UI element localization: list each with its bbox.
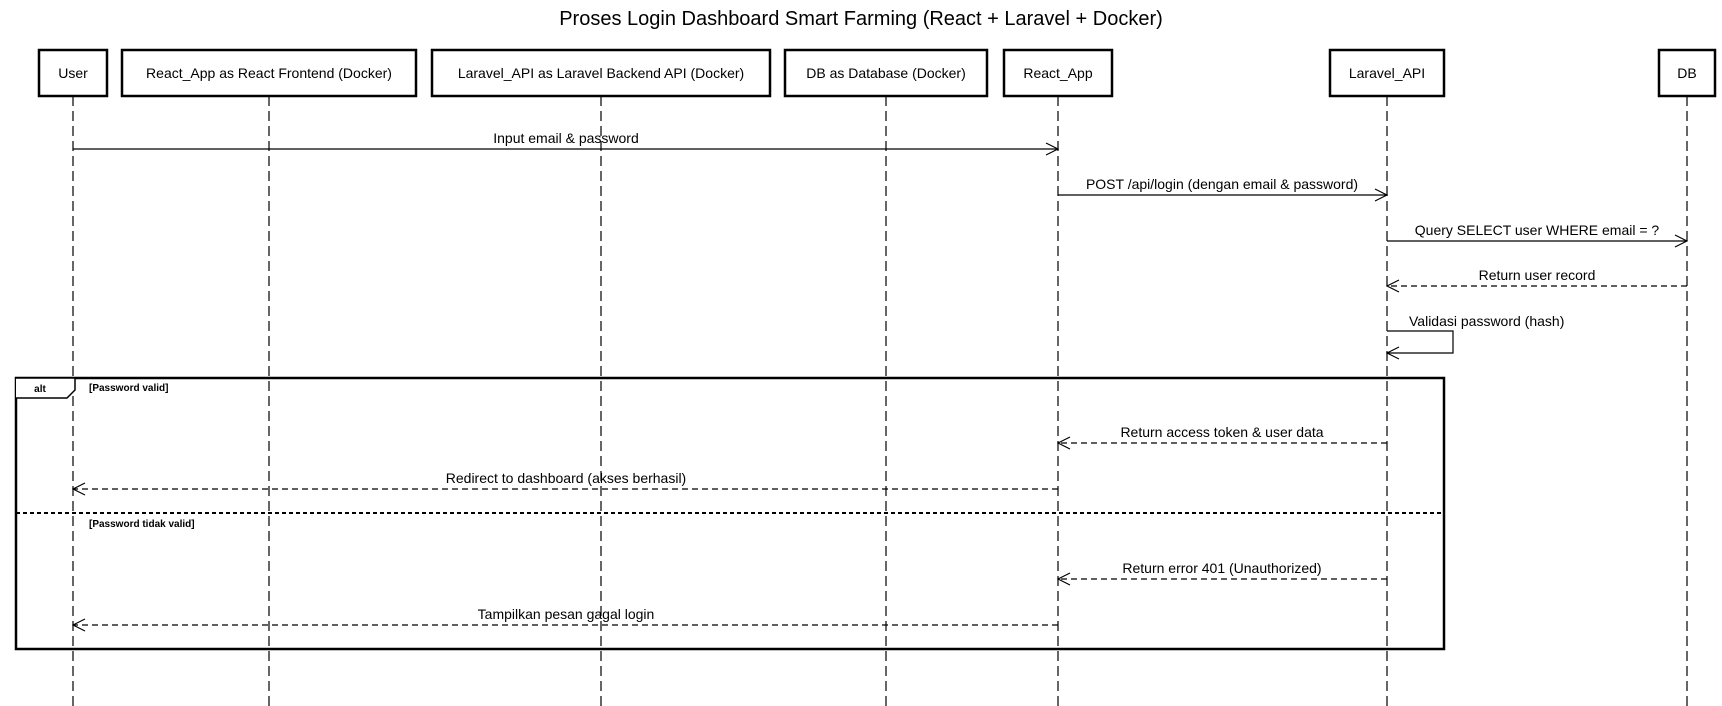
participant-react-app: React_App xyxy=(1023,65,1093,81)
msg-post-api-login: POST /api/login (dengan email & password) xyxy=(1085,176,1359,192)
msg-return-access-token: Return access token & user data xyxy=(1120,424,1324,440)
participant-labels xyxy=(58,65,1697,81)
msg-return-error-401: Return error 401 (Unauthorized) xyxy=(1122,560,1322,576)
msg-redirect-dashboard: Redirect to dashboard (akses berhasil) xyxy=(445,470,687,486)
participant-laravel-backend: Laravel_API as Laravel Backend API (Docker) xyxy=(457,65,745,81)
msg-query-select-user: Query SELECT user WHERE email = ? xyxy=(1414,222,1660,238)
diagram-title: Proses Login Dashboard Smart Farming (React + Laravel + Docker) xyxy=(559,8,1163,30)
alt-guard-valid: [Password valid] xyxy=(89,383,169,394)
participant-db: DB xyxy=(1677,65,1697,81)
msg-return-user-record: Return user record xyxy=(1478,267,1596,283)
participant-database: DB as Database (Docker) xyxy=(806,65,966,81)
alt-label: alt xyxy=(34,384,46,395)
msg-tampilkan-pesan-gagal: Tampilkan pesan gagal login xyxy=(477,606,655,622)
msg-input-email-password: Input email & password xyxy=(493,130,639,146)
participant-react-frontend: React_App as React Frontend (Docker) xyxy=(146,65,392,81)
participant-user: User xyxy=(58,65,88,81)
alt-fragment xyxy=(16,378,1444,649)
arrow-validasi-password xyxy=(1387,331,1453,353)
message-labels xyxy=(446,130,1660,622)
participant-laravel-api: Laravel_API xyxy=(1348,65,1426,81)
msg-validasi-password: Validasi password (hash) xyxy=(1409,313,1565,329)
alt-guard-invalid: [Password tidak valid] xyxy=(89,519,195,530)
